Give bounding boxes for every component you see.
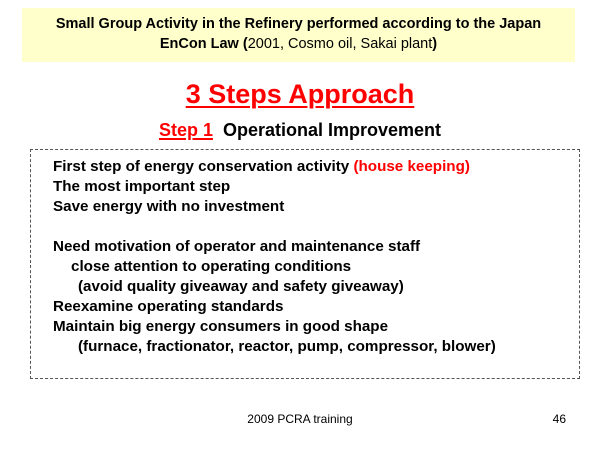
content-line-4: Need motivation of operator and maintenance staff bbox=[53, 238, 421, 255]
step-label: Step 1 bbox=[158, 120, 213, 140]
content-line-5: close attention to operating conditions bbox=[71, 258, 352, 275]
header-line-2-end: ) bbox=[432, 36, 438, 52]
page-title bbox=[0, 77, 600, 111]
content-line-3: Save energy with no investment bbox=[53, 198, 285, 215]
content-line-1 bbox=[53, 157, 470, 177]
page-title-text: 3 Steps Approach bbox=[185, 79, 415, 109]
content-line-1-highlight: (house keeping) bbox=[353, 158, 470, 175]
page-number: 46 bbox=[552, 412, 566, 426]
content-line-9: (furnace, fractionator, reactor, pump, compressor, blower) bbox=[78, 338, 496, 355]
content-line-2: The most important step bbox=[53, 178, 231, 195]
content-line-1-text: First step of energy conservation activity bbox=[53, 158, 354, 175]
header-line-1: Small Group Activity in the Refinery performed according to the Japan bbox=[55, 16, 542, 32]
header-line-2 bbox=[22, 34, 575, 54]
step-title: Operational Improvement bbox=[222, 120, 442, 140]
content-line-7: Reexamine operating standards bbox=[53, 298, 284, 315]
header-line-2-normal: 2001, Cosmo oil, Sakai plant bbox=[247, 36, 433, 52]
header-line-2-bold: EnCon Law ( bbox=[159, 36, 248, 52]
content-line-6: (avoid quality giveaway and safety giveaway) bbox=[78, 278, 404, 295]
step-heading bbox=[0, 118, 600, 142]
header-banner bbox=[22, 8, 575, 62]
content-line-8: Maintain big energy consumers in good shape bbox=[53, 318, 389, 335]
footer-text: 2009 PCRA training bbox=[247, 412, 353, 426]
